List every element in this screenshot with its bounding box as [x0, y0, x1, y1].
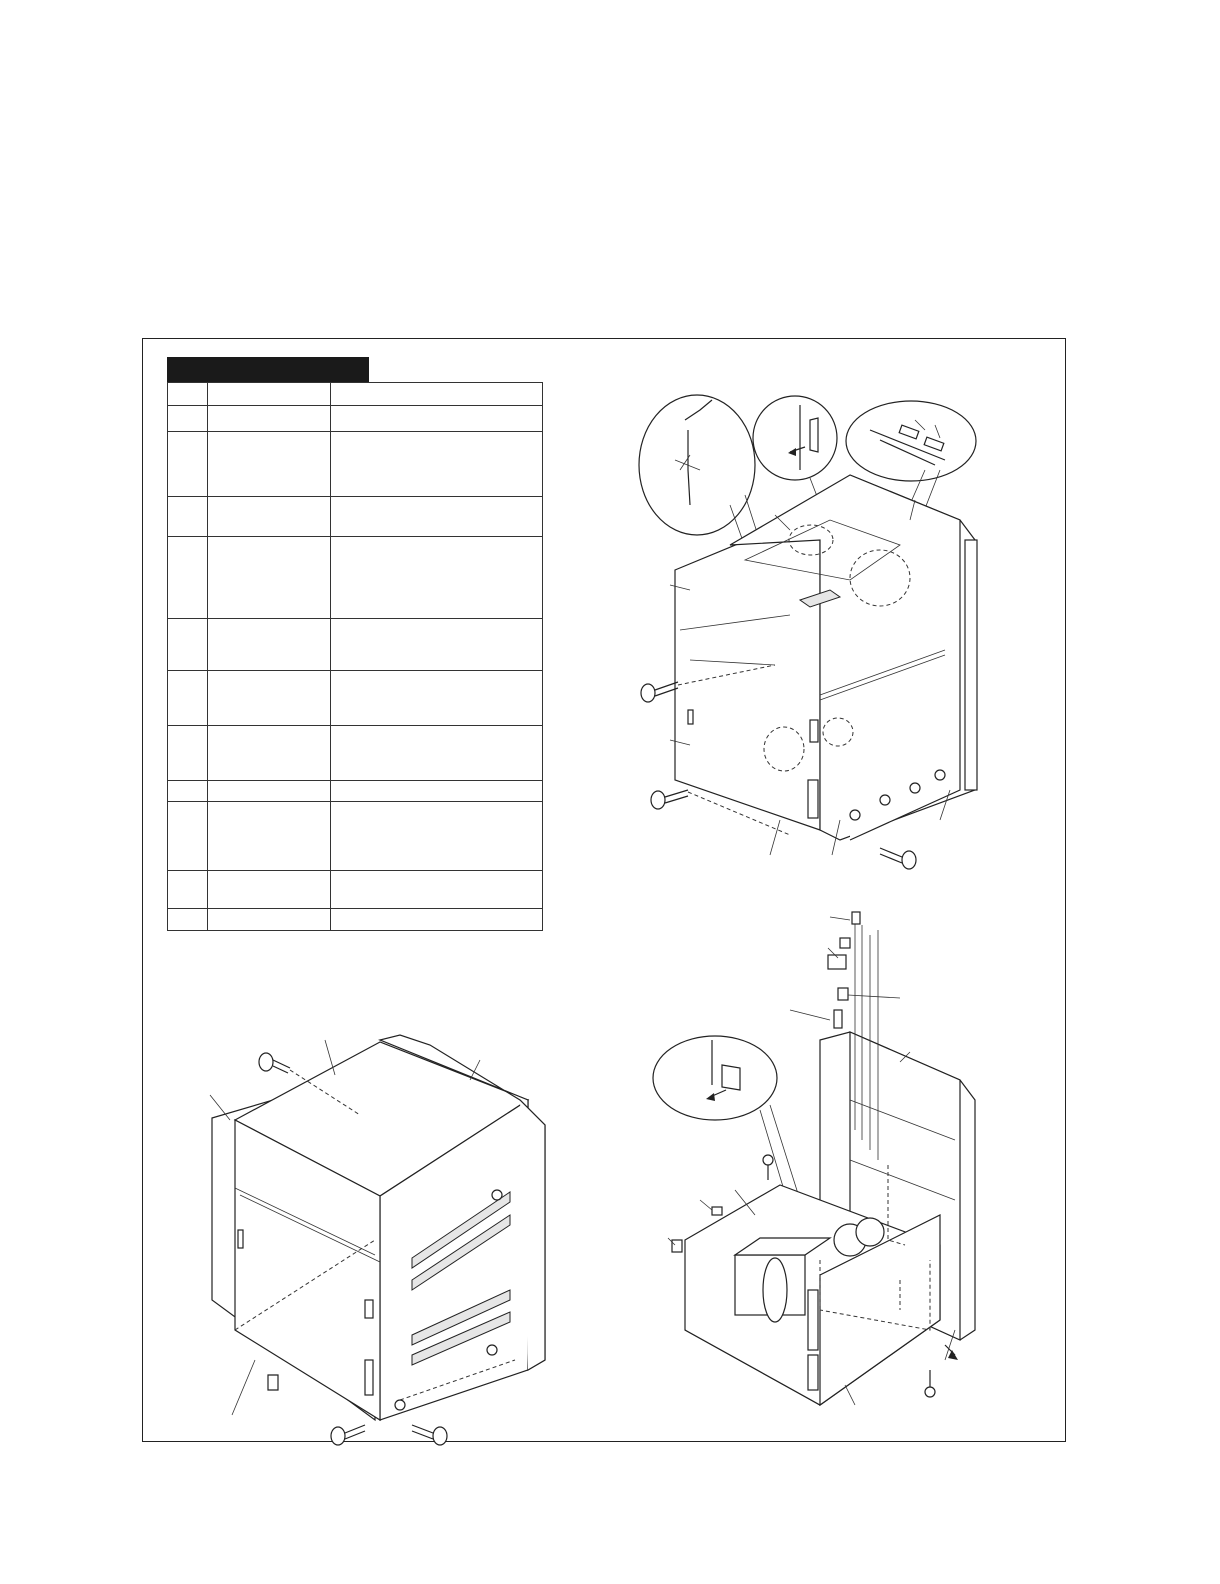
detail-callout-circle [653, 1036, 777, 1120]
screw-icon [763, 1155, 773, 1180]
screw-icon [925, 1370, 935, 1397]
